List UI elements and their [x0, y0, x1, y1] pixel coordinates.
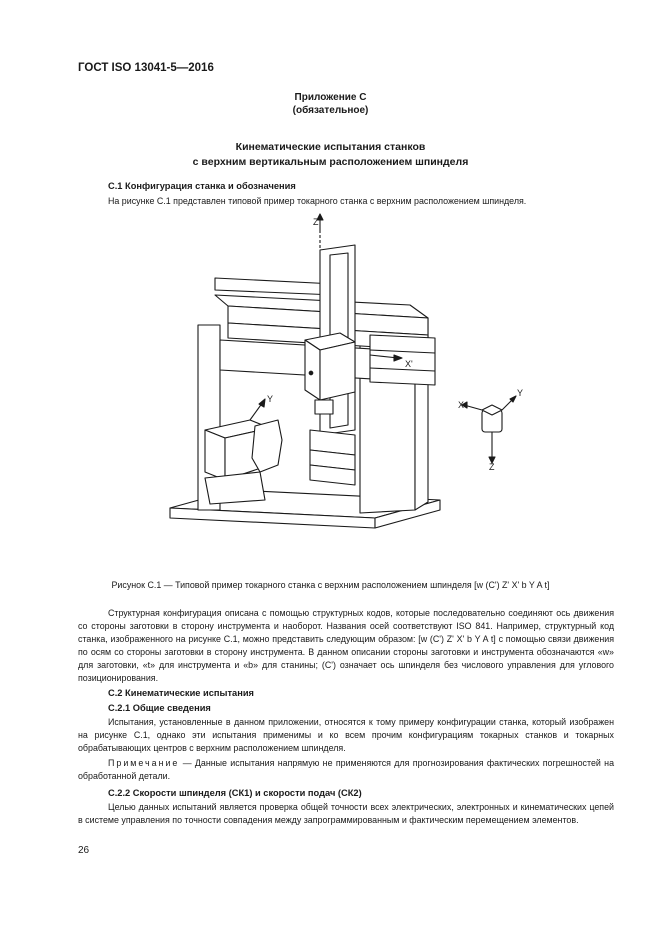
- label-x-prime: X': [405, 359, 413, 369]
- paragraph-structure-code: Структурная конфигурация описана с помощью структурных кодов, которые последовательно соединяют ось движения со стороны заготовки в сторону инструмента и наоборот. Названия осей соответствуют ISO 841. Например, структурный код станка, изображенного на рисунке С.1, можно представить следующим образом: [w (C') Z' X' b Y A t] с помощью связи движения по осям со стороны заготовки в сторону инструмента. В данном описании стороны заготовки и инструмента обозначаются «w» для заготовки, «t» для инструмента и «b» для станины; (C') означает ось шпинделя без числового управления для углового позиционирования.: [78, 608, 614, 684]
- appendix-heading: [0, 91, 661, 117]
- section-c22-heading: С.2.2 Скорости шпинделя (СК1) и скорости подач (СК2): [108, 788, 362, 798]
- appendix-label: Приложение С: [294, 92, 367, 103]
- label-x-axis: X: [458, 400, 465, 410]
- right-rail-block: [370, 335, 435, 385]
- figure-caption: Рисунок С.1 — Типовой пример токарного станка с верхним расположением шпинделя [w (C') Z' X' b Y A t]: [111, 580, 550, 590]
- section-c1-heading: С.1 Конфигурация станка и обозначения: [108, 181, 296, 191]
- top-rail-back: [215, 278, 335, 295]
- section-c22-text: Целью данных испытаний является проверка общей точности всех электрических, электронных и кинематических цепей в системе управления по точности совпадения между запрограммированным и фактическим перемещением элементов.: [78, 802, 614, 826]
- appendix-status: (обязательное): [292, 105, 369, 116]
- section-c2-heading: С.2 Кинематические испытания: [108, 688, 254, 698]
- spindle-head-side: [305, 340, 320, 400]
- headstock-base: [205, 472, 265, 504]
- document-code: ГОСТ ISO 13041-5—2016: [78, 62, 214, 74]
- appendix-title-line-2: с верхним вертикальным расположением шпинделя: [192, 156, 469, 168]
- section-c21-text: Испытания, установленные в данном приложении, относятся к тому примеру конфигурации станка, который изображен на рисунке С.1, однако эти испытания применимы и ко всем прочим конфигурациям токарных станков и токарных обрабатывающих центров с верхним расположением шпинделя.: [78, 717, 614, 754]
- label-y-axis: Y: [517, 388, 524, 398]
- label-z-prime: Z': [313, 217, 321, 227]
- label-y-machine: Y: [267, 394, 274, 404]
- section-c1-text: На рисунке С.1 представлен типовой пример токарного станка с верхним расположением шпинделя.: [108, 196, 527, 206]
- label-z-axis: Z: [489, 462, 495, 472]
- note-label: Примечание: [108, 758, 180, 768]
- headstock-side: [205, 430, 225, 480]
- spindle-head-front: [320, 342, 355, 400]
- machine-figure: [160, 210, 520, 530]
- section-c21-heading: С.2.1 Общие сведения: [108, 703, 211, 713]
- note-text: — Данные испытания напрямую не применяются для прогнозирования фактических погрешностей на обработанной детали.: [78, 758, 614, 782]
- note-paragraph: [78, 757, 614, 783]
- appendix-title-line-1: Кинематические испытания станков: [235, 141, 426, 153]
- spindle-head-knob: [309, 371, 313, 375]
- appendix-title: [0, 140, 661, 170]
- page-number: 26: [78, 845, 90, 856]
- spindle-nose: [315, 400, 333, 414]
- chuck-disk: [252, 420, 282, 472]
